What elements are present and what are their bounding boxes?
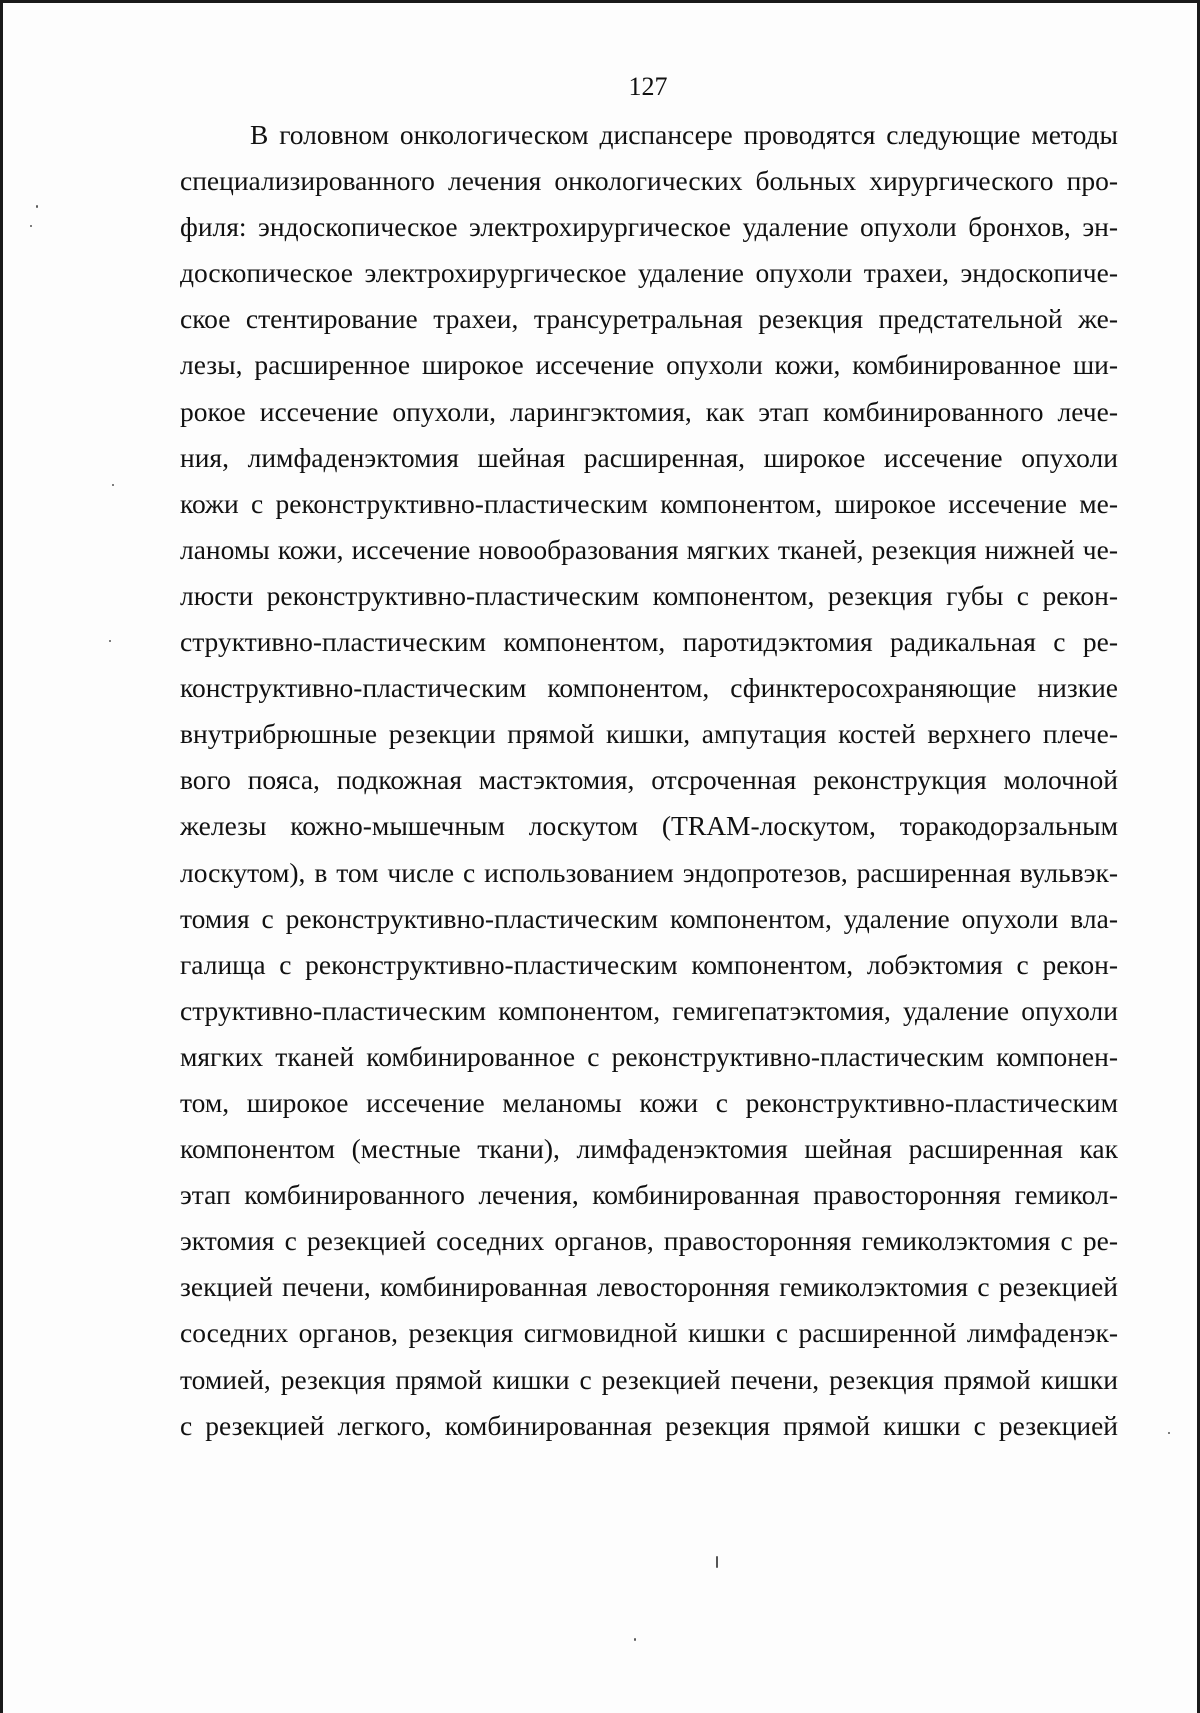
text-line: структивно-пластическим компонентом, паротидэктомия радикальная с ре- — [180, 626, 1118, 658]
text-line: галища с реконструктивно-пластическим компонентом, лобэктомия с рекон- — [180, 948, 1118, 980]
text-line: В головном онкологическом диспансере проводятся следующие методы — [250, 119, 1118, 150]
scan-border-top — [0, 0, 1200, 3]
text-line: зекцией печени, комбинированная левосторонняя гемиколэктомия с резекцией — [180, 1271, 1118, 1303]
body-paragraph — [180, 112, 1118, 1449]
text-line: лоскутом), в том числе с использованием эндопротезов, расширенная вульвэк- — [180, 856, 1118, 888]
text-line: вого пояса, подкожная мастэктомия, отсроченная реконструкция молочной — [180, 764, 1118, 796]
text-line: люсти реконструктивно-пластическим компонентом, резекция губы с рекон- — [180, 579, 1118, 611]
text-line: филя: эндоскопическое электрохирургическое удаление опухоли бронхов, эн- — [180, 211, 1118, 243]
text-line: с резекцией легкого, комбинированная резекция прямой кишки с резекцией — [180, 1409, 1118, 1441]
page-number: 127 — [628, 72, 668, 101]
scan-speck — [716, 1556, 718, 1568]
text-line: ланомы кожи, иссечение новообразования мягких тканей, резекция нижней че- — [180, 533, 1118, 565]
scan-speck — [112, 484, 114, 486]
scan-border-left — [0, 0, 3, 1713]
scan-speck — [36, 205, 38, 208]
scan-speck — [109, 640, 111, 642]
text-line: соседних органов, резекция сигмовидной кишки с расширенной лимфаденэк- — [180, 1317, 1118, 1349]
text-line: эктомия с резекцией соседних органов, правосторонняя гемиколэктомия с ре- — [180, 1225, 1118, 1257]
text-line: структивно-пластическим компонентом, гемигепатэктомия, удаление опухоли — [180, 994, 1118, 1026]
scan-speck — [30, 225, 32, 227]
text-line: лезы, расширенное широкое иссечение опухоли кожи, комбинированное ши- — [180, 349, 1118, 381]
text-line: томией, резекция прямой кишки с резекцией печени, резекция прямой кишки — [180, 1363, 1118, 1395]
text-line: рокое иссечение опухоли, ларингэктомия, как этап комбинированного лече- — [180, 395, 1118, 427]
text-line: томия с реконструктивно-пластическим компонентом, удаление опухоли вла- — [180, 902, 1118, 934]
text-line: кожи с реконструктивно-пластическим компонентом, широкое иссечение ме- — [180, 487, 1118, 519]
text-line: железы кожно-мышечным лоскутом (TRAM-лоскутом, торакодорзальным — [180, 810, 1118, 842]
text-line: внутрибрюшные резекции прямой кишки, ампутация костей верхнего плече- — [180, 718, 1118, 750]
text-line: ское стентирование трахеи, трансуретральная резекция предстательной же- — [180, 303, 1118, 335]
text-line: конструктивно-пластическим компонентом, сфинктеросохраняющие низкие — [180, 672, 1118, 704]
text-line: том, широкое иссечение меланомы кожи с реконструктивно-пластическим — [180, 1086, 1118, 1118]
text-line: ния, лимфаденэктомия шейная расширенная, широкое иссечение опухоли — [180, 441, 1118, 473]
scan-speck — [1168, 1432, 1170, 1434]
text-line: специализированного лечения онкологических больных хирургического про- — [180, 165, 1118, 197]
text-line: мягких тканей комбинированное с реконструктивно-пластическим компонен- — [180, 1040, 1118, 1072]
text-line: этап комбинированного лечения, комбинированная правосторонняя гемикол- — [180, 1179, 1118, 1211]
scan-speck — [634, 1638, 636, 1641]
text-line: доскопическое электрохирургическое удаление опухоли трахеи, эндоскопиче- — [180, 257, 1118, 289]
text-line: компонентом (местные ткани), лимфаденэктомия шейная расширенная как — [180, 1133, 1118, 1165]
